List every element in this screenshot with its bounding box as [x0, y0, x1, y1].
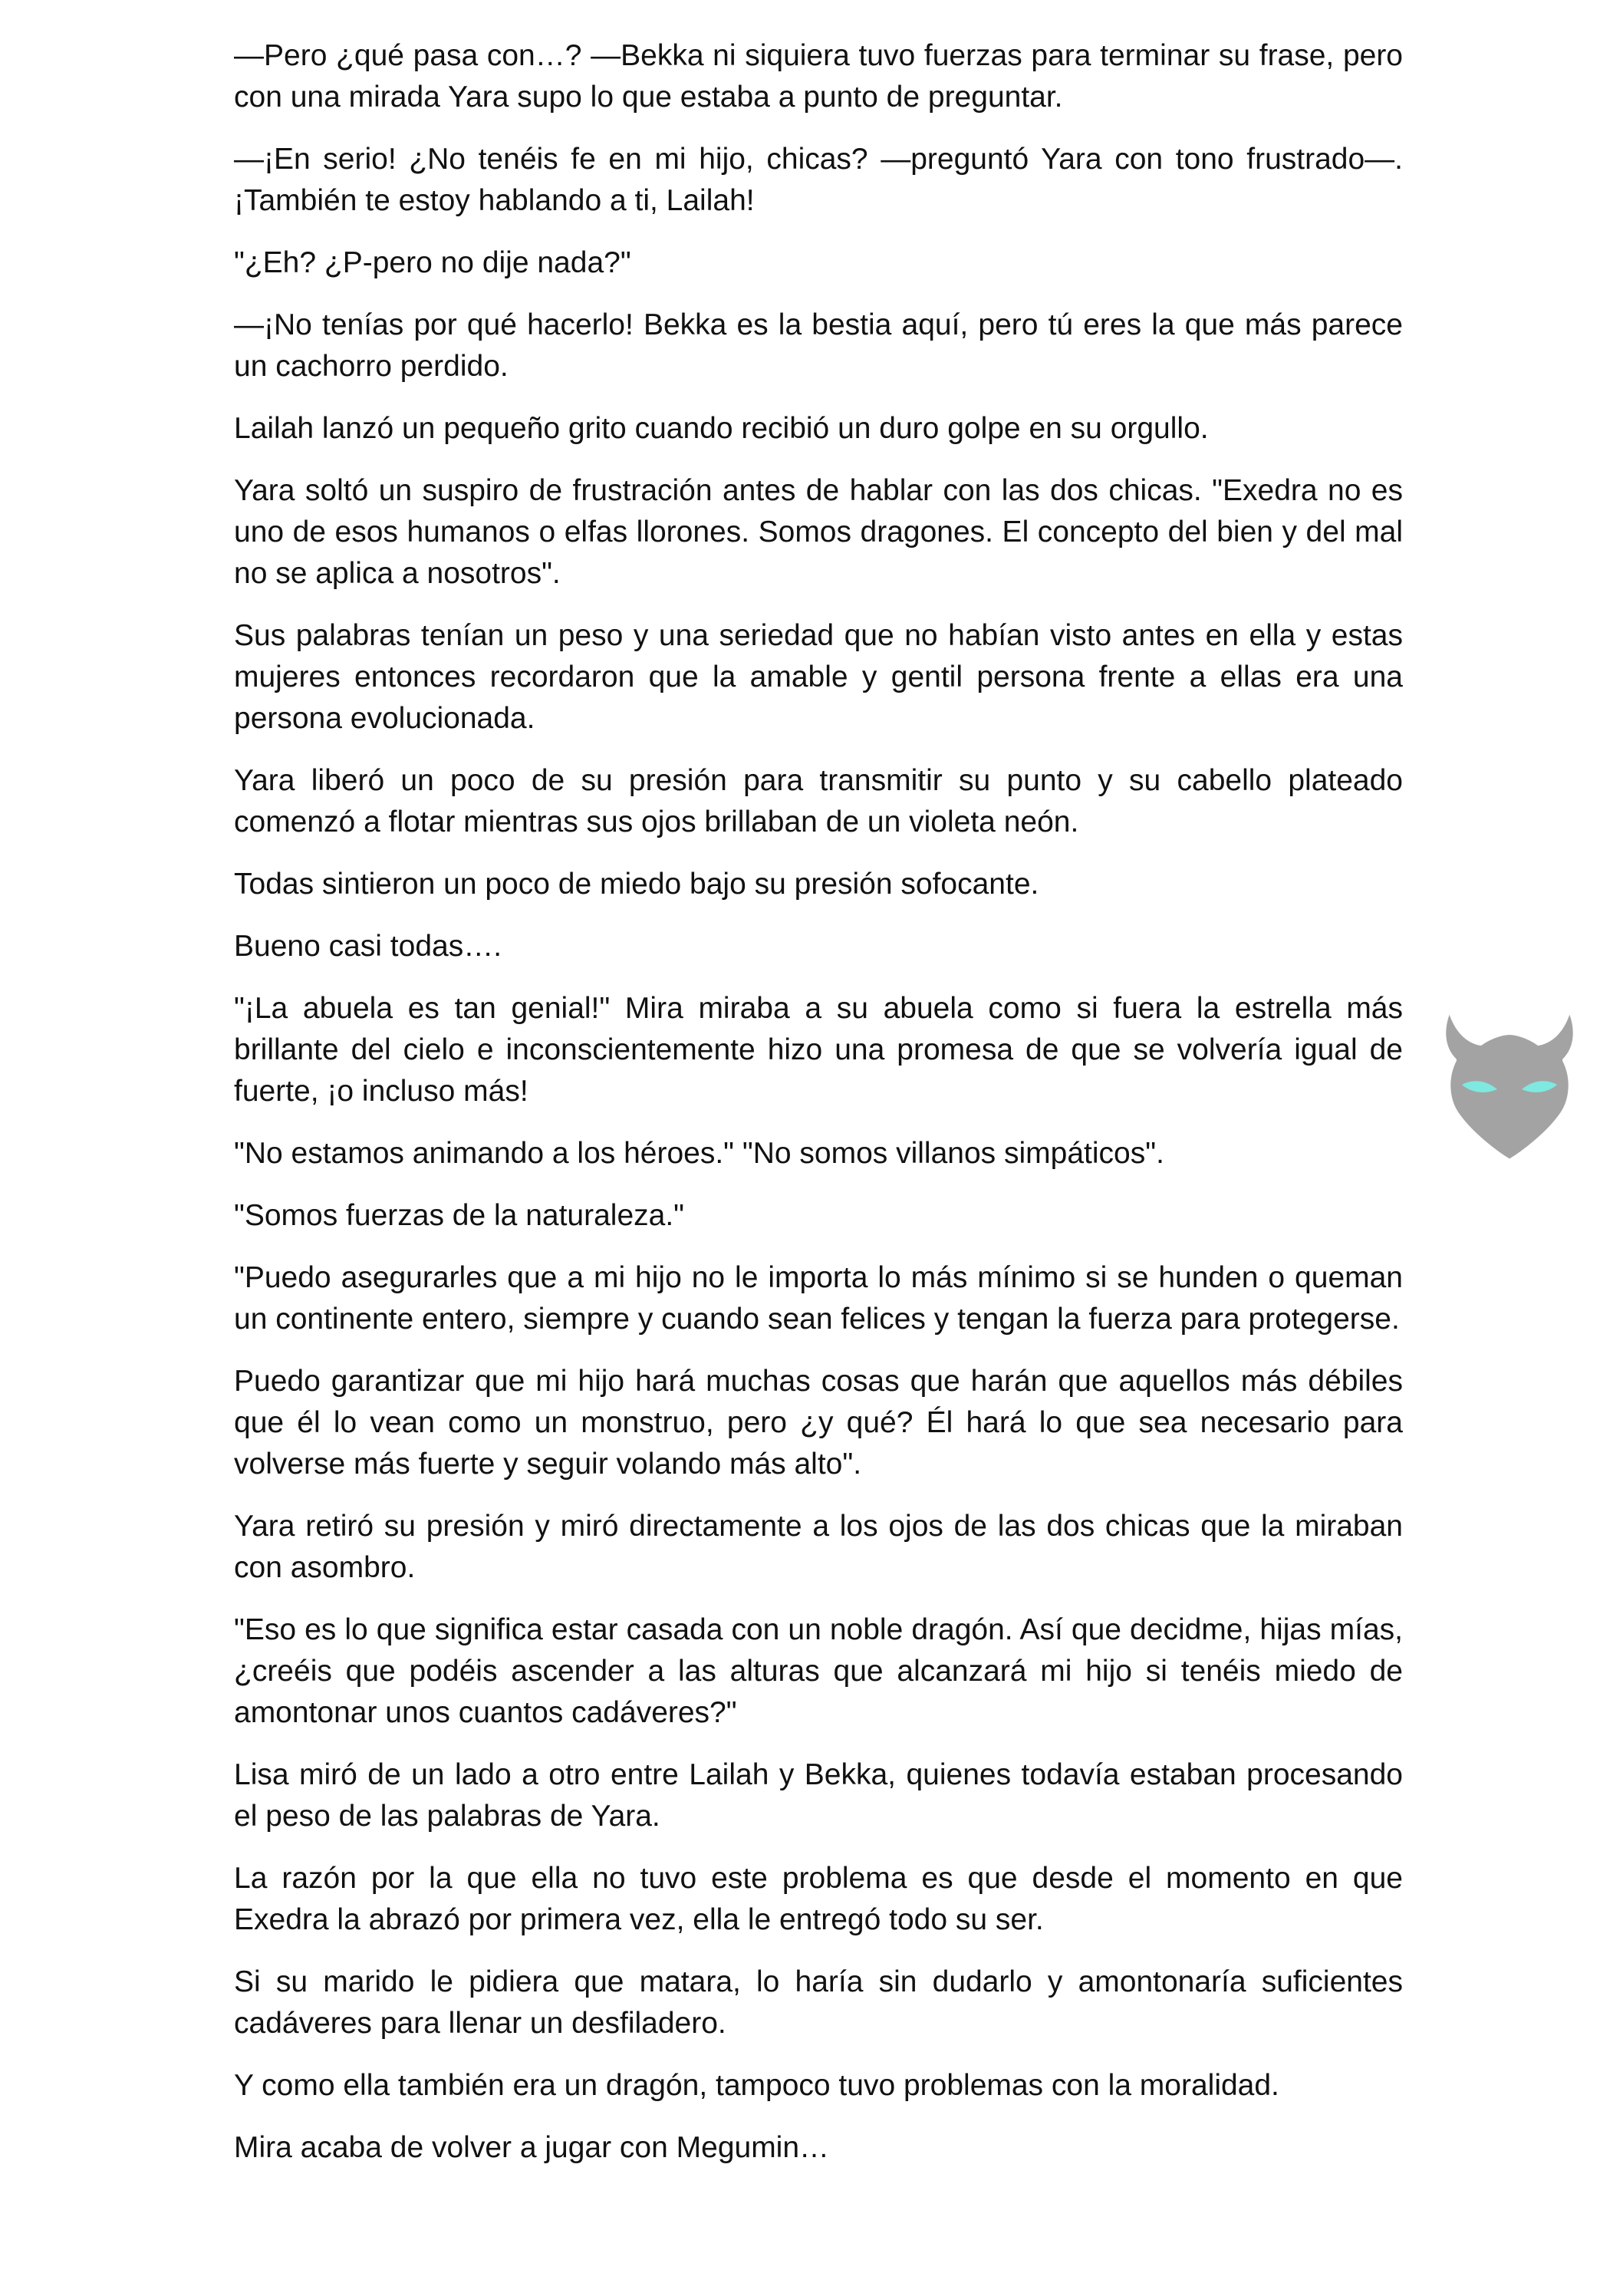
paragraph: —Pero ¿qué pasa con…? —Bekka ni siquiera tuvo fuerzas para terminar su frase, pero con una mirada Yara supo lo que estaba a punto de preguntar. [234, 39, 1403, 114]
paragraph: "¡La abuela es tan genial!" Mira miraba a su abuela como si fuera la estrella más brillante del cielo e inconscientemente hizo una promesa de que se volvería igual de fuerte, ¡o incluso más! [234, 992, 1403, 1108]
paragraph: Puedo garantizar que mi hijo hará muchas cosas que harán que aquellos más débiles que él lo vean como un monstruo, pero ¿y qué? Él hará lo que sea necesario para volverse más fuerte y seguir volando más alto". [234, 1365, 1403, 1481]
paragraph: Sus palabras tenían un peso y una seriedad que no habían visto antes en ella y estas mujeres entonces recordaron que la amable y gentil persona frente a ellas era una persona evolucionada. [234, 619, 1403, 735]
paragraph: "No estamos animando a los héroes." "No somos villanos simpáticos". [234, 1137, 1164, 1170]
paragraph: Todas sintieron un poco de miedo bajo su presión sofocante. [234, 868, 1039, 901]
watermark-logo [1433, 994, 1586, 1171]
paragraph: Mira acaba de volver a jugar con Megumin… [234, 2131, 830, 2164]
paragraph: Yara retiró su presión y miró directamente a los ojos de las dos chicas que la miraban con asombro. [234, 1510, 1403, 1584]
paragraph: Yara liberó un poco de su presión para transmitir su punto y su cabello plateado comenzó a flotar mientras sus ojos brillaban de un violeta neón. [234, 764, 1403, 838]
paragraph: —¡No tenías por qué hacerlo! Bekka es la bestia aquí, pero tú eres la que más parece un cachorro perdido. [234, 308, 1403, 383]
paragraph: Lailah lanzó un pequeño grito cuando recibió un duro golpe en su orgullo. [234, 412, 1209, 445]
paragraph: "Puedo asegurarles que a mi hijo no le importa lo más mínimo si se hunden o queman un continente entero, siempre y cuando sean felices y tengan la fuerza para protegerse. [234, 1261, 1403, 1336]
paragraph: "¿Eh? ¿P-pero no dije nada?" [234, 246, 631, 279]
paragraph: —¡En serio! ¿No tenéis fe en mi hijo, chicas? —preguntó Yara con tono frustrado—. ¡También te estoy hablando a ti, Lailah! [234, 143, 1403, 217]
paragraph: "Eso es lo que significa estar casada con un noble dragón. Así que decidme, hijas mías, ¿creéis que podéis ascender a las alturas que alcanzará mi hijo si tenéis miedo de amontonar unos cuantos cadáveres?" [234, 1613, 1403, 1729]
paragraph: Bueno casi todas…. [234, 930, 502, 963]
paragraph: Yara soltó un suspiro de frustración antes de hablar con las dos chicas. "Exedra no es uno de esos humanos o elfas llorones. Somos dragones. El concepto del bien y del mal no se aplica a nosotros". [234, 474, 1403, 590]
paragraph: La razón por la que ella no tuvo este problema es que desde el momento en que Exedra la abrazó por primera vez, ella le entregó todo su ser. [234, 1862, 1403, 1936]
document-body [234, 35, 1403, 2189]
paragraph: Lisa miró de un lado a otro entre Lailah y Bekka, quienes todavía estaban procesando el peso de las palabras de Yara. [234, 1758, 1403, 1833]
paragraph: Y como ella también era un dragón, tampoco tuvo problemas con la moralidad. [234, 2069, 1279, 2102]
paragraph: Si su marido le pidiera que matara, lo haría sin dudarlo y amontonaría suficientes cadáveres para llenar un desfiladero. [234, 1965, 1403, 2040]
paragraph: "Somos fuerzas de la naturaleza." [234, 1199, 684, 1232]
horned-demon-head-icon [1433, 994, 1586, 1171]
